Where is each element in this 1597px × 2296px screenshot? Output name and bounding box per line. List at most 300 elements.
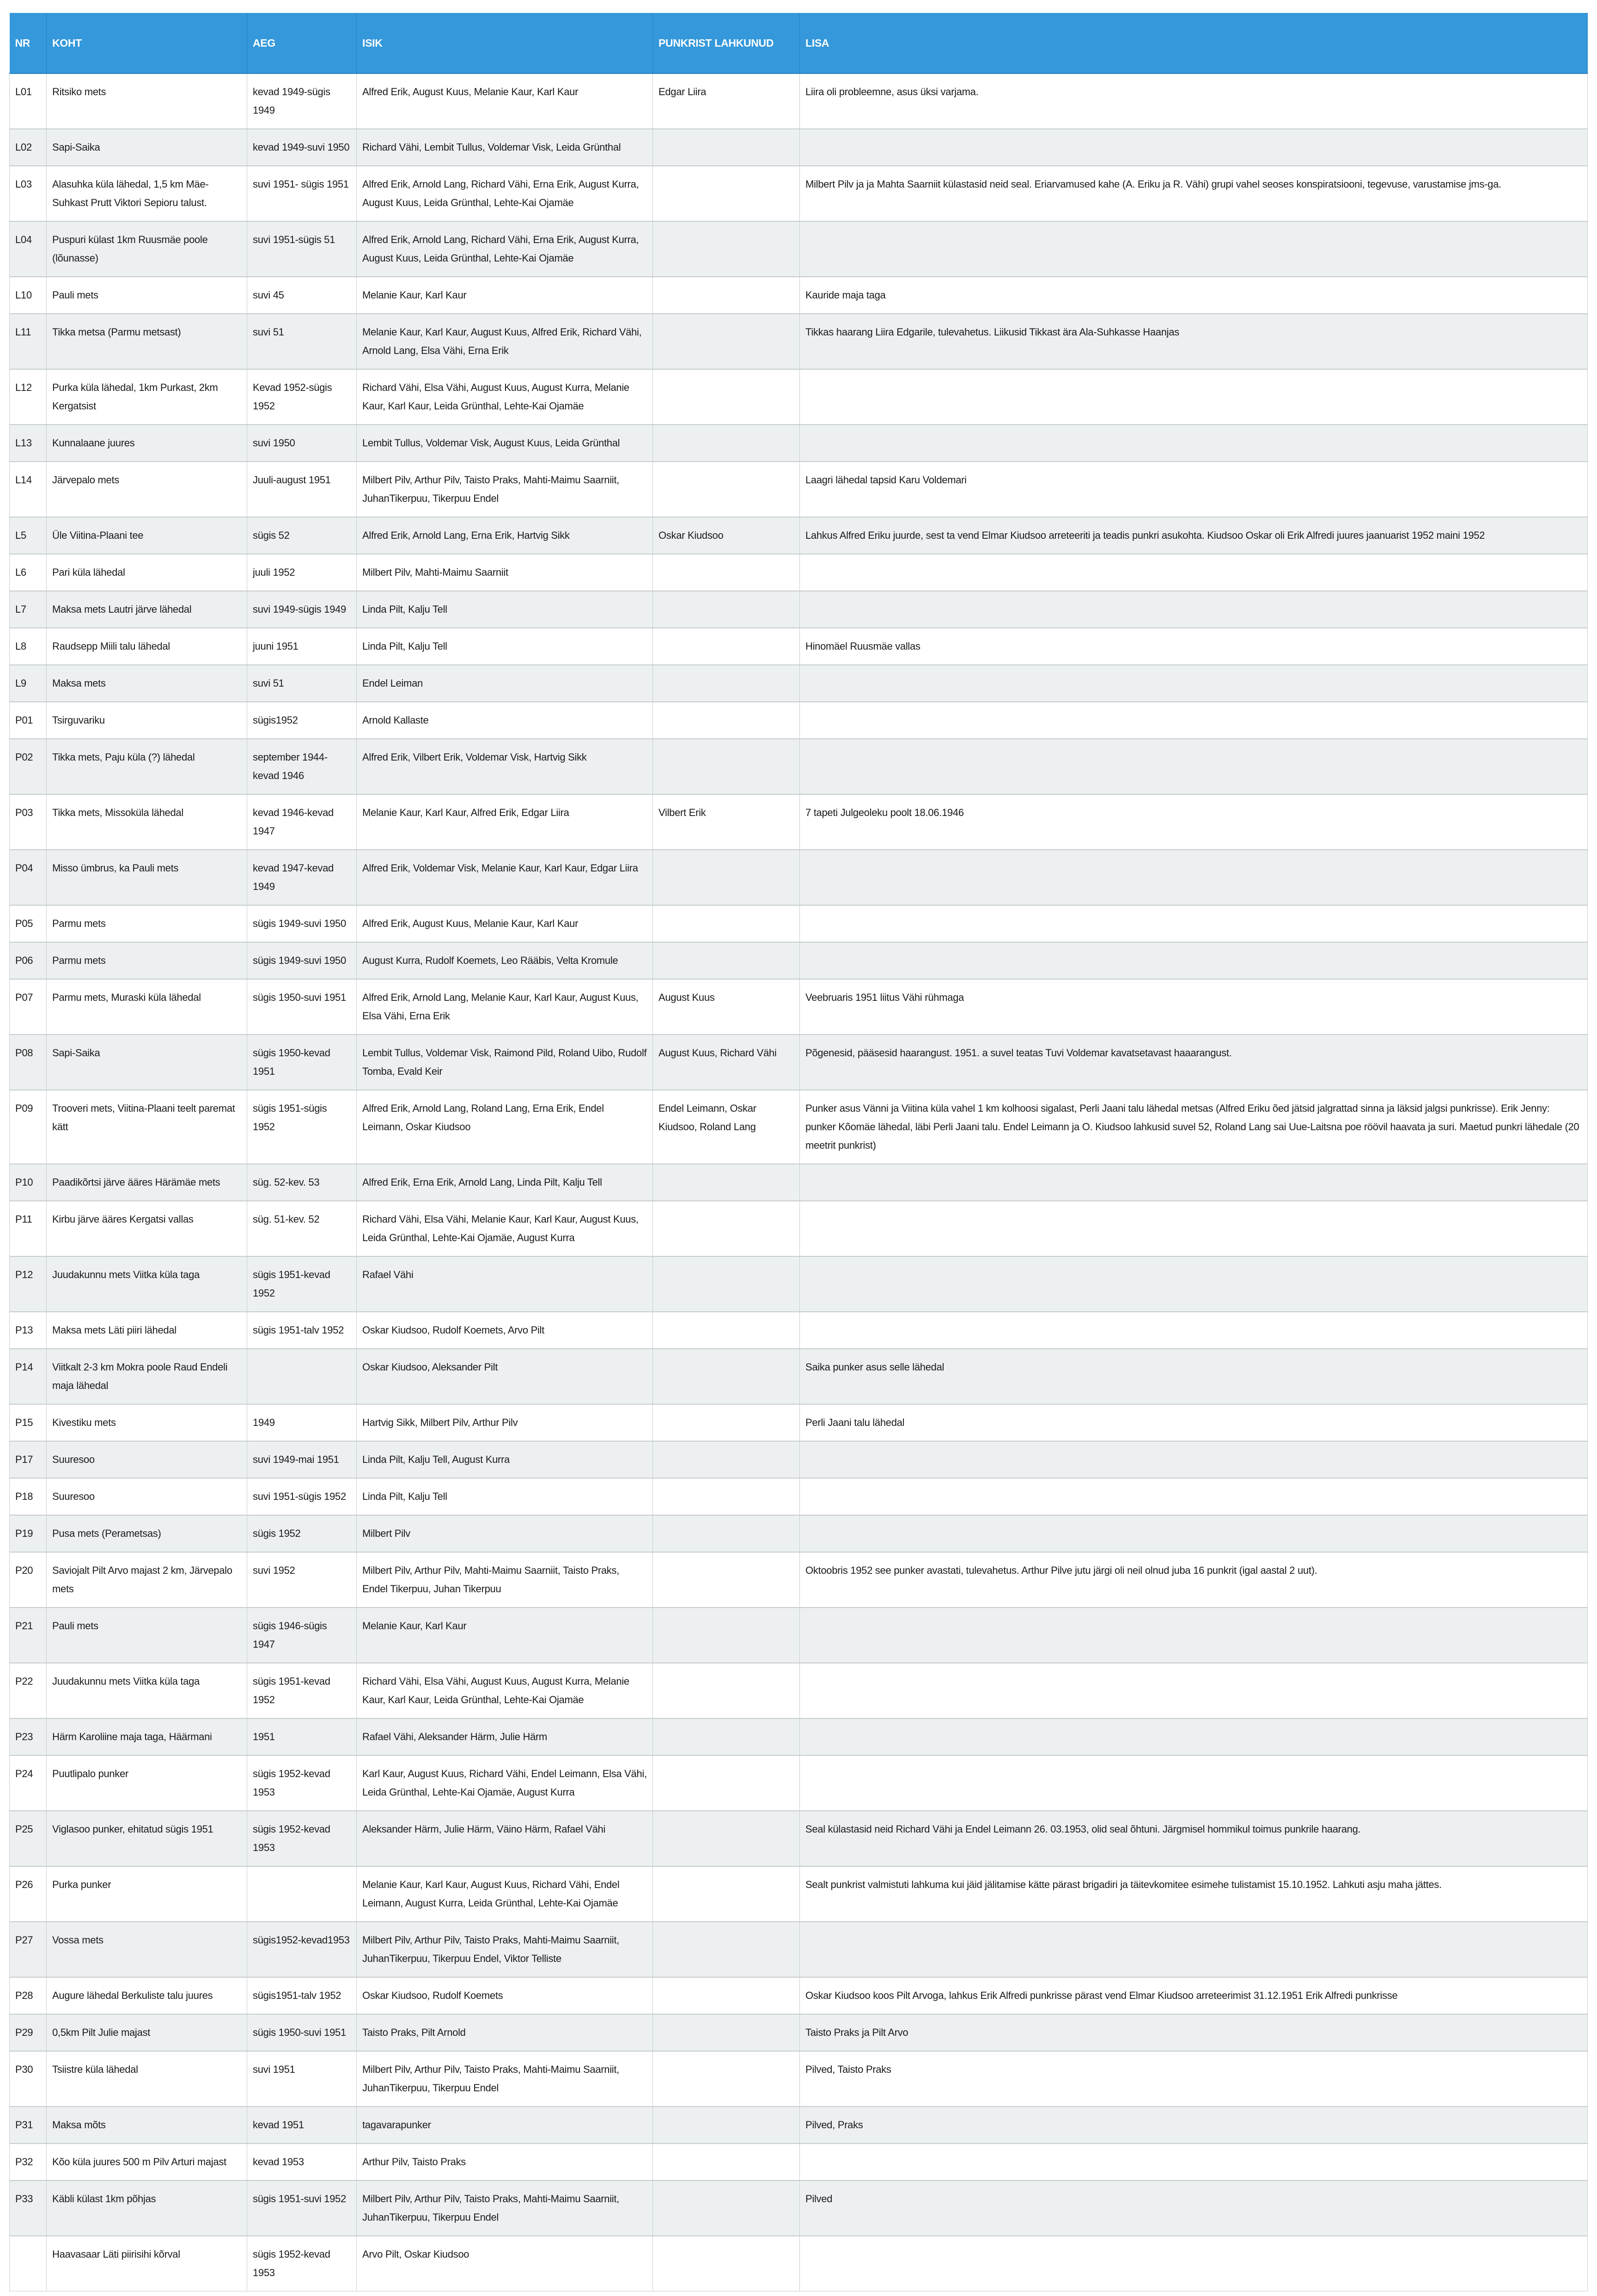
koht-cell: Suuresoo: [47, 1441, 247, 1478]
nr-cell: P04: [10, 850, 47, 905]
punkrist-lahkunud-cell: [653, 1811, 800, 1866]
koht-cell: Maksa mets Lautri järve lähedal: [47, 591, 247, 628]
nr-cell: P08: [10, 1035, 47, 1090]
table-row: [10, 1312, 1588, 1349]
table-row: [10, 979, 1588, 1035]
table-row: [10, 1164, 1588, 1201]
punkrist-lahkunud-cell: [653, 1608, 800, 1663]
nr-cell: P10: [10, 1164, 47, 1201]
nr-cell: P03: [10, 794, 47, 850]
lisa-cell: 7 tapeti Julgeoleku poolt 18.06.1946: [800, 794, 1588, 850]
aeg-cell: sügis 1952-kevad 1953: [247, 2236, 357, 2291]
koht-cell: Kõo küla juures 500 m Pilv Arturi majast: [47, 2144, 247, 2180]
table-row: [10, 2180, 1588, 2236]
koht-cell: Suuresoo: [47, 1478, 247, 1515]
table-row: [10, 73, 1588, 129]
aeg-cell: sügis1952: [247, 702, 357, 739]
lisa-cell: Saika punker asus selle lähedal: [800, 1349, 1588, 1404]
nr-cell: P14: [10, 1349, 47, 1404]
lisa-cell: [800, 702, 1588, 739]
table-row: [10, 221, 1588, 277]
punkrist-lahkunud-cell: [653, 1515, 800, 1552]
aeg-cell: suvi 1949-mai 1951: [247, 1441, 357, 1478]
punkrist-lahkunud-cell: [653, 425, 800, 462]
aeg-cell: sügis1951-talv 1952: [247, 1977, 357, 2014]
koht-cell: Maksa mets Läti piiri lähedal: [47, 1312, 247, 1349]
punkrist-lahkunud-cell: [653, 277, 800, 314]
punkrist-lahkunud-cell: [653, 554, 800, 591]
koht-cell: Tikka mets, Paju küla (?) lähedal: [47, 739, 247, 794]
punkrist-lahkunud-cell: Edgar Liira: [653, 73, 800, 129]
aeg-cell: kevad 1947-kevad 1949: [247, 850, 357, 905]
isik-cell: Hartvig Sikk, Milbert Pilv, Arthur Pilv: [357, 1404, 653, 1441]
table-row: [10, 1663, 1588, 1718]
aeg-cell: süg. 51-kev. 52: [247, 1201, 357, 1256]
punkrist-lahkunud-cell: [653, 1718, 800, 1755]
punkrist-lahkunud-cell: [653, 462, 800, 517]
isik-cell: Alfred Erik, Erna Erik, Arnold Lang, Linda Pilt, Kalju Tell: [357, 1164, 653, 1201]
lisa-cell: [800, 2144, 1588, 2180]
bunker-table: [9, 13, 1588, 2291]
nr-cell: P26: [10, 1866, 47, 1922]
nr-cell: L5: [10, 517, 47, 554]
punkrist-lahkunud-cell: [653, 2236, 800, 2291]
table-row: [10, 314, 1588, 369]
lisa-cell: Seal külastasid neid Richard Vähi ja Endel Leimann 26. 03.1953, olid seal õhtuni. Järgmisel hommikul toimus punkrile haarang.: [800, 1811, 1588, 1866]
nr-cell: P29: [10, 2014, 47, 2051]
nr-cell: L14: [10, 462, 47, 517]
nr-cell: L02: [10, 129, 47, 166]
lisa-cell: Oktoobris 1952 see punker avastati, tulevahetus. Arthur Pilve jutu järgi oli neil olnud juba 16 punkrit (igal aastal 2 uut).: [800, 1552, 1588, 1608]
lisa-cell: [800, 1515, 1588, 1552]
isik-cell: Taisto Praks, Pilt Arnold: [357, 2014, 653, 2051]
punkrist-lahkunud-cell: [653, 1256, 800, 1312]
lisa-cell: Punker asus Vänni ja Viitina küla vahel 1 km kolhoosi sigalast, Perli Jaani talu lähedal metsas (Alfred Eriku õed jätsid jalgrattad sinna ja läksid jalgsi punkrisse). Erik Jenny: punker Kõomäe lähedal, läbi Perli Jaani talu. Endel Leimann ja O. Kiudsoo lahkusid suvel 52, Roland Lang sai Uue-Laitsna poe röövil haavata ja suri. Maetud punkri lähedale (20 meetrit punkrist): [800, 1090, 1588, 1164]
koht-cell: Pauli mets: [47, 277, 247, 314]
aeg-cell: sügis 1951-kevad 1952: [247, 1256, 357, 1312]
table-row: [10, 2144, 1588, 2180]
punkrist-lahkunud-cell: Endel Leimann, Oskar Kiudsoo, Roland Lang: [653, 1090, 800, 1164]
header-aeg[interactable]: AEG: [247, 13, 357, 73]
aeg-cell: suvi 51: [247, 314, 357, 369]
isik-cell: Alfred Erik, Arnold Lang, Melanie Kaur, Karl Kaur, August Kuus, Elsa Vähi, Erna Erik: [357, 979, 653, 1035]
koht-cell: Pauli mets: [47, 1608, 247, 1663]
nr-cell: P17: [10, 1441, 47, 1478]
punkrist-lahkunud-cell: [653, 1478, 800, 1515]
lisa-cell: [800, 554, 1588, 591]
nr-cell: P31: [10, 2107, 47, 2144]
table-row: [10, 462, 1588, 517]
lisa-cell: Hinomäel Ruusmäe vallas: [800, 628, 1588, 665]
lisa-cell: [800, 2236, 1588, 2291]
aeg-cell: suvi 1951: [247, 2051, 357, 2107]
aeg-cell: sügis 1952: [247, 1515, 357, 1552]
koht-cell: Tsirguvariku: [47, 702, 247, 739]
nr-cell: P25: [10, 1811, 47, 1866]
isik-cell: Linda Pilt, Kalju Tell: [357, 1478, 653, 1515]
aeg-cell: sügis 1952-kevad 1953: [247, 1811, 357, 1866]
punkrist-lahkunud-cell: [653, 628, 800, 665]
isik-cell: Milbert Pilv, Arthur Pilv, Taisto Praks, Mahti-Maimu Saarniit, JuhanTikerpuu, Tikerpuu Endel: [357, 2180, 653, 2236]
lisa-cell: Kauride maja taga: [800, 277, 1588, 314]
table-row: [10, 129, 1588, 166]
header-isik[interactable]: ISIK: [357, 13, 653, 73]
koht-cell: Kirbu järve ääres Kergatsi vallas: [47, 1201, 247, 1256]
koht-cell: Parmu mets: [47, 905, 247, 942]
nr-cell: P28: [10, 1977, 47, 2014]
table-row: [10, 425, 1588, 462]
isik-cell: Melanie Kaur, Karl Kaur, August Kuus, Alfred Erik, Richard Vähi, Arnold Lang, Elsa Vähi, Erna Erik: [357, 314, 653, 369]
header-lisa[interactable]: LISA: [800, 13, 1588, 73]
nr-cell: L8: [10, 628, 47, 665]
aeg-cell: kevad 1951: [247, 2107, 357, 2144]
nr-cell: P19: [10, 1515, 47, 1552]
koht-cell: Paadikõrtsi järve ääres Härämäe mets: [47, 1164, 247, 1201]
lisa-cell: [800, 1441, 1588, 1478]
aeg-cell: sügis1952-kevad1953: [247, 1922, 357, 1977]
isik-cell: Richard Vähi, Elsa Vähi, Melanie Kaur, Karl Kaur, August Kuus, Leida Grünthal, Lehte-Kai Ojamäe, August Kurra: [357, 1201, 653, 1256]
aeg-cell: kevad 1953: [247, 2144, 357, 2180]
koht-cell: Parmu mets: [47, 942, 247, 979]
koht-cell: Üle Viitina-Plaani tee: [47, 517, 247, 554]
punkrist-lahkunud-cell: [653, 166, 800, 221]
nr-cell: L01: [10, 73, 47, 129]
punkrist-lahkunud-cell: [653, 2180, 800, 2236]
table-row: [10, 517, 1588, 554]
table-row: [10, 1515, 1588, 1552]
lisa-cell: [800, 665, 1588, 702]
nr-cell: P23: [10, 1718, 47, 1755]
table-row: [10, 1811, 1588, 1866]
koht-cell: Juudakunnu mets Viitka küla taga: [47, 1663, 247, 1718]
punkrist-lahkunud-cell: Oskar Kiudsoo: [653, 517, 800, 554]
koht-cell: Purka punker: [47, 1866, 247, 1922]
aeg-cell: sügis 1950-suvi 1951: [247, 979, 357, 1035]
koht-cell: Haavasaar Läti piirisihi kõrval: [47, 2236, 247, 2291]
table-row: [10, 1866, 1588, 1922]
isik-cell: Milbert Pilv, Arthur Pilv, Mahti-Maimu Saarniit, Taisto Praks, Endel Tikerpuu, Juhan Tikerpuu: [357, 1552, 653, 1608]
isik-cell: Arvo Pilt, Oskar Kiudsoo: [357, 2236, 653, 2291]
table-row: [10, 1349, 1588, 1404]
nr-cell: P13: [10, 1312, 47, 1349]
isik-cell: Milbert Pilv: [357, 1515, 653, 1552]
koht-cell: Kunnalaane juures: [47, 425, 247, 462]
aeg-cell: sügis 1950-kevad 1951: [247, 1035, 357, 1090]
isik-cell: Linda Pilt, Kalju Tell: [357, 628, 653, 665]
nr-cell: L13: [10, 425, 47, 462]
table-row: [10, 1035, 1588, 1090]
koht-cell: Maksa mõts: [47, 2107, 247, 2144]
lisa-cell: [800, 1478, 1588, 1515]
isik-cell: tagavarapunker: [357, 2107, 653, 2144]
nr-cell: P27: [10, 1922, 47, 1977]
aeg-cell: sügis 1951-talv 1952: [247, 1312, 357, 1349]
isik-cell: Richard Vähi, Elsa Vähi, August Kuus, August Kurra, Melanie Kaur, Karl Kaur, Leida Grünthal, Lehte-Kai Ojamäe: [357, 369, 653, 425]
koht-cell: Käbli külast 1km põhjas: [47, 2180, 247, 2236]
punkrist-lahkunud-cell: [653, 2051, 800, 2107]
isik-cell: Alfred Erik, Arnold Lang, Richard Vähi, Erna Erik, August Kurra, August Kuus, Leida Grünthal, Lehte-Kai Ojamäe: [357, 166, 653, 221]
table-row: [10, 2051, 1588, 2107]
lisa-cell: [800, 739, 1588, 794]
table-row: [10, 1922, 1588, 1977]
table-row: [10, 369, 1588, 425]
koht-cell: Puspuri külast 1km Ruusmäe poole (lõunasse): [47, 221, 247, 277]
aeg-cell: juuli 1952: [247, 554, 357, 591]
nr-cell: P24: [10, 1755, 47, 1811]
lisa-cell: [800, 1755, 1588, 1811]
isik-cell: Alfred Erik, August Kuus, Melanie Kaur, Karl Kaur: [357, 73, 653, 129]
nr-cell: P07: [10, 979, 47, 1035]
isik-cell: Karl Kaur, August Kuus, Richard Vähi, Endel Leimann, Elsa Vähi, Leida Grünthal, Lehte-Kai Ojamäe, August Kurra: [357, 1755, 653, 1811]
nr-cell: P20: [10, 1552, 47, 1608]
punkrist-lahkunud-cell: [653, 369, 800, 425]
nr-cell: P05: [10, 905, 47, 942]
nr-cell: P02: [10, 739, 47, 794]
isik-cell: Lembit Tullus, Voldemar Visk, Raimond Pild, Roland Uibo, Rudolf Tomba, Evald Keir: [357, 1035, 653, 1090]
lisa-cell: [800, 221, 1588, 277]
nr-cell: L7: [10, 591, 47, 628]
koht-cell: Misso ümbrus, ka Pauli mets: [47, 850, 247, 905]
aeg-cell: süg. 52-kev. 53: [247, 1164, 357, 1201]
lisa-cell: [800, 591, 1588, 628]
aeg-cell: suvi 1949-sügis 1949: [247, 591, 357, 628]
punkrist-lahkunud-cell: [653, 2014, 800, 2051]
lisa-cell: Taisto Praks ja Pilt Arvo: [800, 2014, 1588, 2051]
koht-cell: Maksa mets: [47, 665, 247, 702]
table-row: [10, 1718, 1588, 1755]
lisa-cell: [800, 1312, 1588, 1349]
lisa-cell: Põgenesid, pääsesid haarangust. 1951. a suvel teatas Tuvi Voldemar kavatsetavast haaarangust.: [800, 1035, 1588, 1090]
table-row: [10, 942, 1588, 979]
koht-cell: Tikka metsa (Parmu metsast): [47, 314, 247, 369]
nr-cell: P21: [10, 1608, 47, 1663]
isik-cell: August Kurra, Rudolf Koemets, Leo Rääbis, Velta Kromule: [357, 942, 653, 979]
koht-cell: Tikka mets, Missoküla lähedal: [47, 794, 247, 850]
punkrist-lahkunud-cell: August Kuus, Richard Vähi: [653, 1035, 800, 1090]
table-row: [10, 1090, 1588, 1164]
table-body: [10, 73, 1588, 2291]
table-row: [10, 702, 1588, 739]
punkrist-lahkunud-cell: [653, 850, 800, 905]
punkrist-lahkunud-cell: [653, 1312, 800, 1349]
punkrist-lahkunud-cell: [653, 2144, 800, 2180]
aeg-cell: 1951: [247, 1718, 357, 1755]
nr-cell: L10: [10, 277, 47, 314]
koht-cell: Viitkalt 2-3 km Mokra poole Raud Endeli maja lähedal: [47, 1349, 247, 1404]
table-row: [10, 665, 1588, 702]
aeg-cell: suvi 1951-sügis 51: [247, 221, 357, 277]
punkrist-lahkunud-cell: [653, 314, 800, 369]
table-row: [10, 166, 1588, 221]
nr-cell: P18: [10, 1478, 47, 1515]
aeg-cell: september 1944-kevad 1946: [247, 739, 357, 794]
punkrist-lahkunud-cell: [653, 1441, 800, 1478]
isik-cell: Oskar Kiudsoo, Rudolf Koemets, Arvo Pilt: [357, 1312, 653, 1349]
aeg-cell: sügis 1951-sügis 1952: [247, 1090, 357, 1164]
isik-cell: Rafael Vähi: [357, 1256, 653, 1312]
lisa-cell: Veebruaris 1951 liitus Vähi rühmaga: [800, 979, 1588, 1035]
punkrist-lahkunud-cell: [653, 1552, 800, 1608]
nr-cell: P12: [10, 1256, 47, 1312]
table-row: [10, 2236, 1588, 2291]
aeg-cell: sügis 1949-suvi 1950: [247, 905, 357, 942]
table-row: [10, 1256, 1588, 1312]
nr-cell: P15: [10, 1404, 47, 1441]
lisa-cell: [800, 1201, 1588, 1256]
punkrist-lahkunud-cell: [653, 702, 800, 739]
koht-cell: Purka küla lähedal, 1km Purkast, 2km Kergatsist: [47, 369, 247, 425]
aeg-cell: sügis 52: [247, 517, 357, 554]
nr-cell: L04: [10, 221, 47, 277]
aeg-cell: suvi 1950: [247, 425, 357, 462]
punkrist-lahkunud-cell: [653, 129, 800, 166]
lisa-cell: Lahkus Alfred Eriku juurde, sest ta vend Elmar Kiudsoo arreteeriti ja teadis punkri asukohta. Kiudsoo Oskar oli Erik Alfredi juures jaanuarist 1952 maini 1952: [800, 517, 1588, 554]
isik-cell: Alfred Erik, Vilbert Erik, Voldemar Visk, Hartvig Sikk: [357, 739, 653, 794]
table-row: [10, 1608, 1588, 1663]
nr-cell: P09: [10, 1090, 47, 1164]
lisa-cell: [800, 905, 1588, 942]
table-row: [10, 591, 1588, 628]
table-row: [10, 1977, 1588, 2014]
aeg-cell: sügis 1951-kevad 1952: [247, 1663, 357, 1718]
aeg-cell: sügis 1951-suvi 1952: [247, 2180, 357, 2236]
punkrist-lahkunud-cell: August Kuus: [653, 979, 800, 1035]
nr-cell: L9: [10, 665, 47, 702]
header-row: [10, 13, 1588, 73]
lisa-cell: [800, 1663, 1588, 1718]
nr-cell: P30: [10, 2051, 47, 2107]
table-row: [10, 628, 1588, 665]
isik-cell: Arthur Pilv, Taisto Praks: [357, 2144, 653, 2180]
aeg-cell: 1949: [247, 1404, 357, 1441]
lisa-cell: Oskar Kiudsoo koos Pilt Arvoga, lahkus Erik Alfredi punkrisse pärast vend Elmar Kiudsoo arreteerimist 31.12.1951 Erik Alfredi punkrisse: [800, 1977, 1588, 2014]
lisa-cell: [800, 369, 1588, 425]
isik-cell: Milbert Pilv, Arthur Pilv, Taisto Praks, Mahti-Maimu Saarniit, JuhanTikerpuu, Tikerpuu Endel, Viktor Telliste: [357, 1922, 653, 1977]
aeg-cell: kevad 1946-kevad 1947: [247, 794, 357, 850]
header-koht[interactable]: KOHT: [47, 13, 247, 73]
punkrist-lahkunud-cell: [653, 221, 800, 277]
punkrist-lahkunud-cell: [653, 739, 800, 794]
isik-cell: Milbert Pilv, Arthur Pilv, Taisto Praks, Mahti-Maimu Saarniit, JuhanTikerpuu, Tikerpuu Endel: [357, 2051, 653, 2107]
isik-cell: Alfred Erik, Arnold Lang, Roland Lang, Erna Erik, Endel Leimann, Oskar Kiudsoo: [357, 1090, 653, 1164]
lisa-cell: [800, 942, 1588, 979]
nr-cell: L6: [10, 554, 47, 591]
koht-cell: Trooveri mets, Viitina-Plaani teelt paremat kätt: [47, 1090, 247, 1164]
nr-cell: P11: [10, 1201, 47, 1256]
nr-cell: P06: [10, 942, 47, 979]
table-row: [10, 905, 1588, 942]
lisa-cell: Sealt punkrist valmistuti lahkuma kui jäid jälitamise kätte pärast brigadiri ja täitevkomitee esimehe tulistamist 15.10.1952. Lahkuti asju maha jättes.: [800, 1866, 1588, 1922]
isik-cell: Melanie Kaur, Karl Kaur: [357, 277, 653, 314]
nr-cell: [10, 2236, 47, 2291]
lisa-cell: [800, 425, 1588, 462]
aeg-cell: kevad 1949-suvi 1950: [247, 129, 357, 166]
koht-cell: Vossa mets: [47, 1922, 247, 1977]
punkrist-lahkunud-cell: [653, 1201, 800, 1256]
punkrist-lahkunud-cell: [653, 1866, 800, 1922]
aeg-cell: sügis 1949-suvi 1950: [247, 942, 357, 979]
punkrist-lahkunud-cell: [653, 1922, 800, 1977]
koht-cell: Kivestiku mets: [47, 1404, 247, 1441]
nr-cell: P22: [10, 1663, 47, 1718]
koht-cell: Ritsiko mets: [47, 73, 247, 129]
lisa-cell: [800, 1256, 1588, 1312]
aeg-cell: suvi 1952: [247, 1552, 357, 1608]
nr-cell: P01: [10, 702, 47, 739]
koht-cell: Tsiistre küla lähedal: [47, 2051, 247, 2107]
nr-cell: P33: [10, 2180, 47, 2236]
lisa-cell: Tikkas haarang Liira Edgarile, tulevahetus. Liikusid Tikkast ära Ala-Suhkasse Haanjas: [800, 314, 1588, 369]
aeg-cell: suvi 45: [247, 277, 357, 314]
koht-cell: Parmu mets, Muraski küla lähedal: [47, 979, 247, 1035]
koht-cell: Juudakunnu mets Viitka küla taga: [47, 1256, 247, 1312]
lisa-cell: Laagri lähedal tapsid Karu Voldemari: [800, 462, 1588, 517]
header-punkrist-lahkunud[interactable]: PUNKRIST LAHKUNUD: [653, 13, 800, 73]
punkrist-lahkunud-cell: [653, 1977, 800, 2014]
punkrist-lahkunud-cell: [653, 1349, 800, 1404]
table-row: [10, 1478, 1588, 1515]
isik-cell: Richard Vähi, Elsa Vähi, August Kuus, August Kurra, Melanie Kaur, Karl Kaur, Leida Grünthal, Lehte-Kai Ojamäe: [357, 1663, 653, 1718]
isik-cell: Alfred Erik, Voldemar Visk, Melanie Kaur, Karl Kaur, Edgar Liira: [357, 850, 653, 905]
punkrist-lahkunud-cell: [653, 1404, 800, 1441]
aeg-cell: Juuli-august 1951: [247, 462, 357, 517]
isik-cell: Milbert Pilv, Arthur Pilv, Taisto Praks, Mahti-Maimu Saarniit, JuhanTikerpuu, Tikerpuu Endel: [357, 462, 653, 517]
aeg-cell: [247, 1349, 357, 1404]
lisa-cell: Pilved: [800, 2180, 1588, 2236]
lisa-cell: [800, 1608, 1588, 1663]
nr-cell: P32: [10, 2144, 47, 2180]
lisa-cell: [800, 850, 1588, 905]
koht-cell: 0,5km Pilt Julie majast: [47, 2014, 247, 2051]
isik-cell: Oskar Kiudsoo, Aleksander Pilt: [357, 1349, 653, 1404]
punkrist-lahkunud-cell: [653, 591, 800, 628]
lisa-cell: Perli Jaani talu lähedal: [800, 1404, 1588, 1441]
aeg-cell: kevad 1949-sügis 1949: [247, 73, 357, 129]
isik-cell: Richard Vähi, Lembit Tullus, Voldemar Visk, Leida Grünthal: [357, 129, 653, 166]
isik-cell: Arnold Kallaste: [357, 702, 653, 739]
punkrist-lahkunud-cell: [653, 1164, 800, 1201]
isik-cell: Lembit Tullus, Voldemar Visk, August Kuus, Leida Grünthal: [357, 425, 653, 462]
table-row: [10, 739, 1588, 794]
koht-cell: Sapi-Saika: [47, 1035, 247, 1090]
lisa-cell: [800, 129, 1588, 166]
isik-cell: Oskar Kiudsoo, Rudolf Koemets: [357, 1977, 653, 2014]
koht-cell: Pusa mets (Perametsas): [47, 1515, 247, 1552]
isik-cell: Milbert Pilv, Mahti-Maimu Saarniit: [357, 554, 653, 591]
koht-cell: Viglasoo punker, ehitatud sügis 1951: [47, 1811, 247, 1866]
nr-cell: L12: [10, 369, 47, 425]
koht-cell: Saviojalt Pilt Arvo majast 2 km, Järvepalo mets: [47, 1552, 247, 1608]
koht-cell: Alasuhka küla lähedal, 1,5 km Mäe-Suhkast Prutt Viktori Sepioru talust.: [47, 166, 247, 221]
nr-cell: L03: [10, 166, 47, 221]
punkrist-lahkunud-cell: [653, 1663, 800, 1718]
koht-cell: Raudsepp Miili talu lähedal: [47, 628, 247, 665]
punkrist-lahkunud-cell: [653, 1755, 800, 1811]
lisa-cell: [800, 1718, 1588, 1755]
table-row: [10, 850, 1588, 905]
lisa-cell: Milbert Pilv ja ja Mahta Saarniit külastasid neid seal. Eriarvamused kahe (A. Eriku ja R. Vähi) grupi vahel seoses konspiratsiooni, tegevuse, varustamise jms-ga.: [800, 166, 1588, 221]
isik-cell: Rafael Vähi, Aleksander Härm, Julie Härm: [357, 1718, 653, 1755]
lisa-cell: [800, 1922, 1588, 1977]
table-row: [10, 277, 1588, 314]
table-row: [10, 1201, 1588, 1256]
table-row: [10, 794, 1588, 850]
koht-cell: Pari küla lähedal: [47, 554, 247, 591]
lisa-cell: [800, 1164, 1588, 1201]
header-nr[interactable]: NR: [10, 13, 47, 73]
isik-cell: Alfred Erik, August Kuus, Melanie Kaur, Karl Kaur: [357, 905, 653, 942]
punkrist-lahkunud-cell: [653, 665, 800, 702]
